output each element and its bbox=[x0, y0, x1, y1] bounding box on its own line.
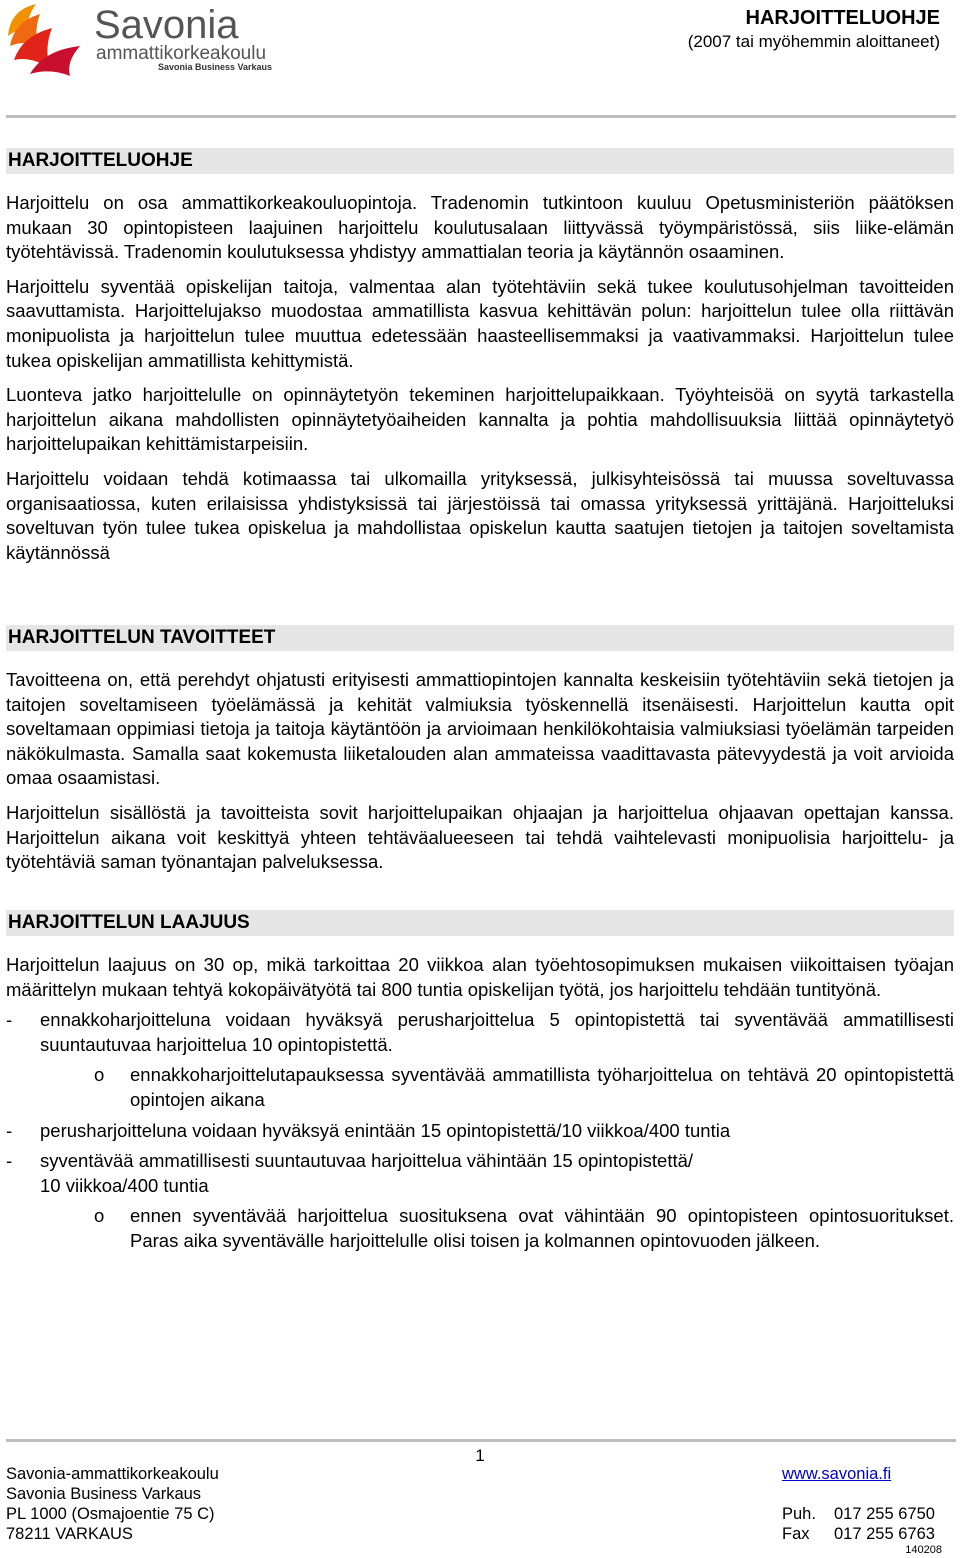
intro-paragraph-4: Harjoittelu voidaan tehdä kotimaassa tai ulkomailla yrityksessä, julkisyhteisössä tai muussa soveltuvassa organisaatiossa, kuten erilaisissa yhdistyksissä tai järjestöissä tai omassa yrityksessä yrittäjänä. Harjoitteluksi soveltuvan työn tulee tukea opiskelua ja mahdollistaa opiskelun kautta saatujen tietojen ja taitojen soveltamista käytännössä bbox=[6, 467, 954, 563]
goals-paragraph-2: Harjoittelun sisällöstä ja tavoitteista sovit harjoittelupaikan ohjaajan ja harjoittelua ohjaavan opettajan kanssa. Harjoittelun aikana voit keskittyä yhteen tehtäväalueeseen tai tehdä vaihtelevasti monipuolisia harjoittelu- ja työtehtäviä saman työnantajan palveluksessa. bbox=[6, 801, 954, 873]
website-link[interactable]: www.savonia.fi bbox=[782, 1465, 892, 1483]
dash-marker: - bbox=[6, 1150, 13, 1172]
goals-section bbox=[6, 625, 954, 875]
intro-heading: HARJOITTELUOHJE bbox=[6, 148, 954, 174]
scope-section bbox=[6, 910, 954, 1254]
list-item-text: ennakkoharjoittelutapauksessa syventävää ammatillista työharjoittelua on tehtävä 20 opintopistettä opintojen aikana bbox=[130, 1064, 954, 1110]
footer-city: 78211 VARKAUS bbox=[6, 1525, 133, 1543]
list-item-line-2: 10 viikkoa/400 tuntia bbox=[40, 1174, 209, 1196]
sub-list-item bbox=[6, 1204, 954, 1253]
fax-number: 017 255 6763 bbox=[834, 1525, 935, 1543]
header-divider bbox=[6, 115, 956, 118]
logo-name: Savonia bbox=[94, 3, 239, 47]
document-title: HARJOITTELUOHJE bbox=[745, 7, 940, 29]
document-header bbox=[688, 6, 940, 54]
document-subtitle: (2007 tai myöhemmin aloittaneet) bbox=[687, 32, 940, 51]
footer-contact bbox=[782, 1464, 954, 1544]
dash-marker: - bbox=[6, 1009, 13, 1031]
savonia-logo bbox=[4, 2, 294, 76]
fax-row bbox=[782, 1524, 954, 1544]
phone-row bbox=[782, 1504, 954, 1524]
dash-marker: - bbox=[6, 1119, 13, 1141]
list-item-text: perusharjoitteluna voidaan hyväksyä enintään 15 opintopistettä/10 viikkoa/400 tuntia bbox=[40, 1119, 731, 1141]
logo-subtitle: ammattikorkeakoulu bbox=[96, 43, 267, 64]
goals-heading: HARJOITTELUN TAVOITTEET bbox=[6, 625, 954, 651]
circle-marker: o bbox=[94, 1205, 105, 1227]
savonia-logo-mark bbox=[4, 2, 294, 76]
scope-heading: HARJOITTELUN LAAJUUS bbox=[6, 910, 954, 936]
list-item-text bbox=[40, 1149, 954, 1198]
footer-divider bbox=[6, 1439, 956, 1442]
intro-section bbox=[6, 148, 954, 565]
footer-unit-name: Savonia Business Varkaus bbox=[6, 1485, 202, 1503]
intro-paragraph-3: Luonteva jatko harjoittelulle on opinnäytetyön tekeminen harjoittelupaikkaan. Työyhteisöä on syytä tarkastella harjoittelun aikana mahdollisten opinnäytetyöaiheiden kannalta ja pohtia mahdollisuuksia liittää opinnäytetyö harjoittelupaikan kehittämistarpeisiin. bbox=[6, 384, 954, 455]
footer-org-name: Savonia-ammattikorkeakoulu bbox=[6, 1465, 219, 1483]
scope-paragraph: Harjoittelun laajuus on 30 op, mikä tarkoittaa 20 viikkoa alan työehtosopimuksen mukaisen viikoittaisen työajan määrittelyn mukaan tehtyä kokopäivätyötä tai 800 tuntia opiskelijan työtä, jos harjoittelu tehdään tuntityönä. bbox=[6, 954, 954, 1000]
logo-unit: Savonia Business Varkaus bbox=[158, 62, 273, 72]
footer-street: PL 1000 (Osmajoentie 75 C) bbox=[6, 1505, 215, 1523]
fax-label: Fax bbox=[782, 1525, 810, 1543]
intro-paragraph-1: Harjoittelu on osa ammattikorkeakouluopintoja. Tradenomin tutkintoon kuuluu Opetusministeriön päätöksen mukaan 30 opintopisteen laajuinen harjoittelu koulutusalaan liittyvässä työympäristössä, siis liike-elämän työtehtävissä. Tradenomin koulutuksessa yhdistyy ammattialan teoria ja käytännön osaaminen. bbox=[6, 192, 954, 263]
phone-label: Puh. bbox=[782, 1505, 816, 1523]
list-item-text: ennakkoharjoitteluna voidaan hyväksyä perusharjoittelua 5 opintopistettä tai syventävää ammatillisesti suuntautuvaa harjoittelua 10 opintopistettä. bbox=[40, 1009, 954, 1055]
document-code: 140208 bbox=[905, 1544, 942, 1556]
list-item bbox=[6, 1008, 954, 1057]
intro-paragraph-2: Harjoittelu syventää opiskelijan taitoja, valmentaa alan työtehtäviin sekä tukee koulutusohjelman tavoitteiden saavuttamista. Harjoittelujakso muodostaa ammatillista kasvua kehittävän polun: harjoittelun tulee olla riittävän monipuolista ja harjoittelun tulee muuttua edetessään haasteellisemmaksi ja vaativammaksi. Harjoittelun tulee tukea opiskelijan ammatillista kehittymistä. bbox=[6, 275, 954, 371]
circle-marker: o bbox=[94, 1064, 105, 1086]
list-item bbox=[6, 1149, 954, 1198]
sub-list-item bbox=[6, 1063, 954, 1112]
list-item bbox=[6, 1119, 954, 1144]
list-item-line-1: syventävää ammatillisesti suuntautuvaa harjoittelua vähintään 15 opintopistettä/ bbox=[40, 1150, 694, 1172]
goals-paragraph-1: Tavoitteena on, että perehdyt ohjatusti erityisesti ammattiopintojen kannalta keskeisiin työtehtäviin sekä tietojen ja taitojen soveltamiseen työelämässä ja kehität valmiuksia työskennellä itsenäisesti. Harjoittelun kautta opit soveltamaan oppimiasi tietoja ja taitoja käytäntöön ja arvioimaan henkilökohtaisia valmiuksiasi työelämän tarpeiden näkökulmasta. Samalla saat kokemusta liiketalouden alan ammateissa vaadittavasta pätevyydestä ja voit arvioida omaa osaamistasi. bbox=[6, 669, 954, 789]
phone-number: 017 255 6750 bbox=[834, 1505, 935, 1523]
page-number: 1 bbox=[475, 1446, 485, 1465]
list-item-text: ennen syventävää harjoittelua suosituksena ovat vähintään 90 opintopisteen opintosuoritukset. Paras aika syventävälle harjoittelulle olisi toisen ja kolmannen opintovuoden jälkeen. bbox=[130, 1205, 954, 1251]
